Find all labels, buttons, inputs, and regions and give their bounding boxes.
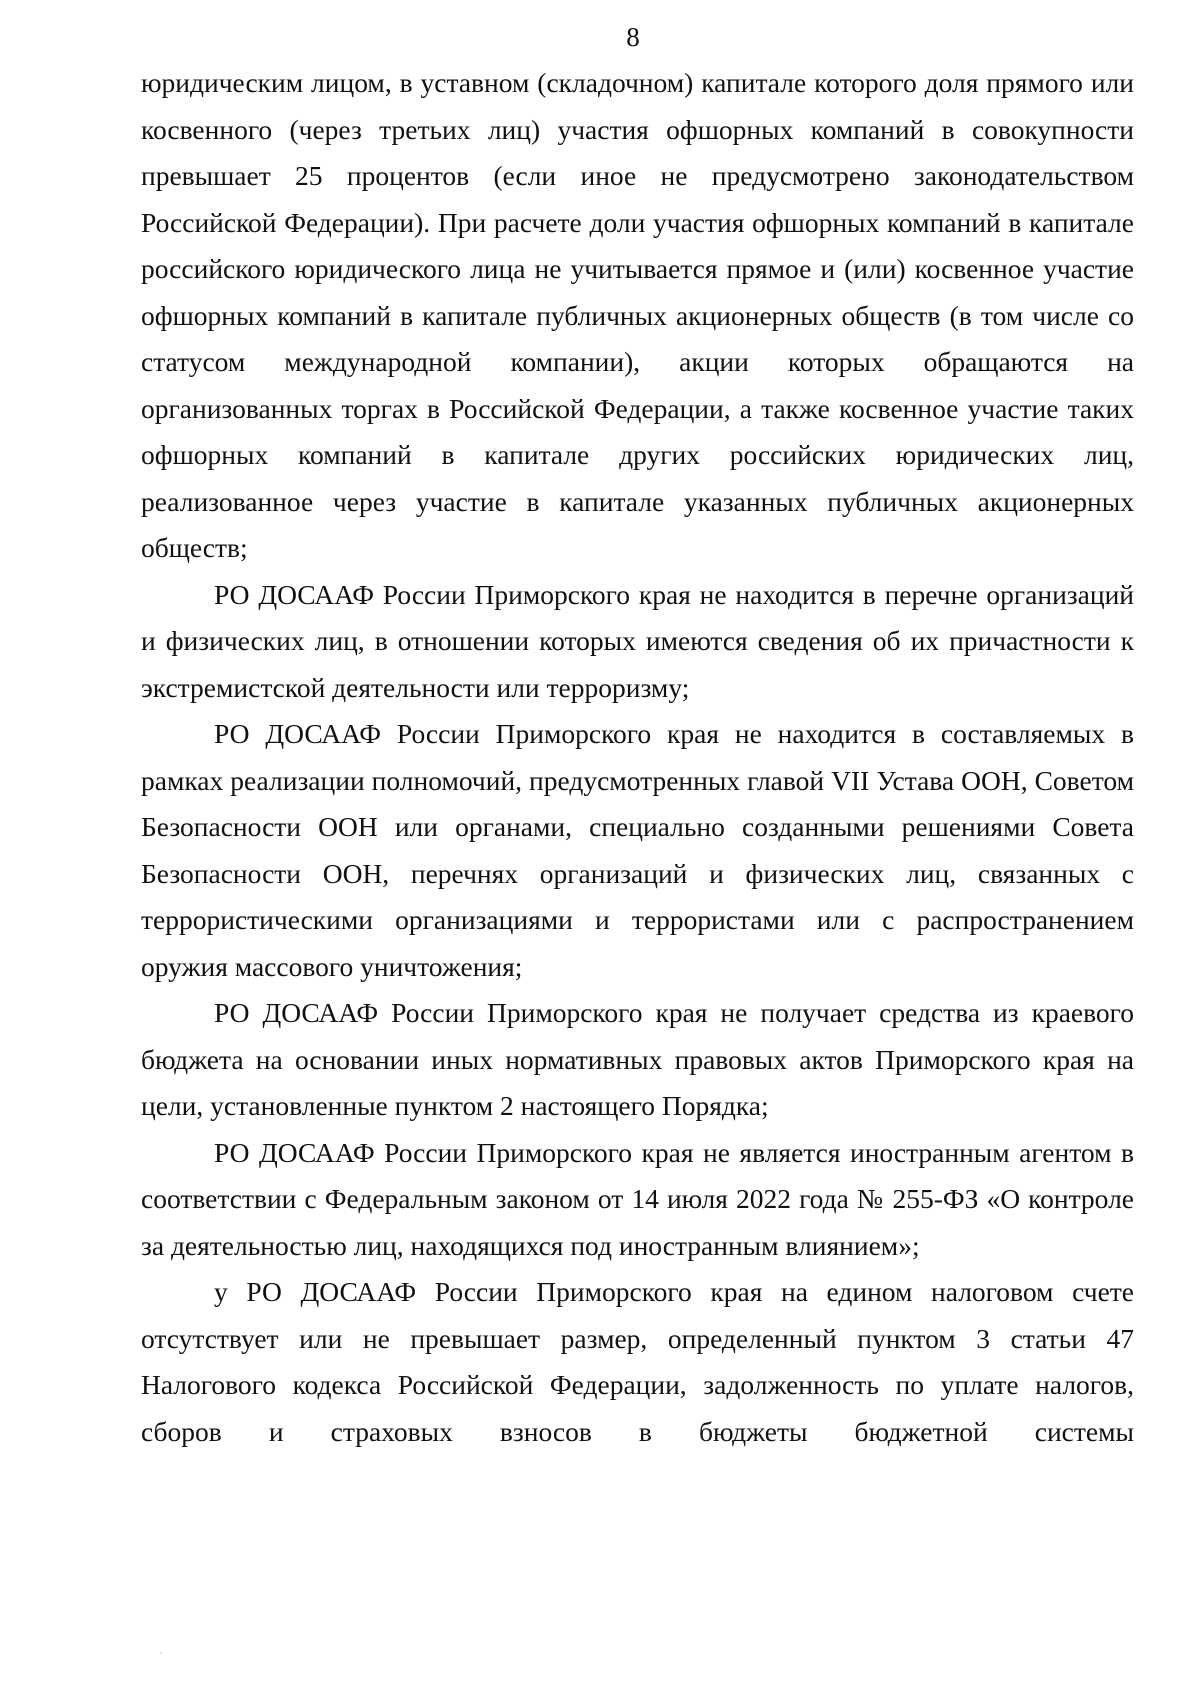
paragraph-regional-budget-funds: РО ДОСААФ России Приморского края не получает средства из краевого бюджета на основании иных нормативных правовых актов Приморского края на цели, установленные пунктом 2 настоящего Порядка; bbox=[141, 997, 1134, 1121]
document-body bbox=[141, 60, 1134, 1455]
paragraph-extremism-list: РО ДОСААФ России Приморского края не находится в перечне организаций и физических лиц, в отношении которых имеются сведения об их причастности к экстремистской деятельности или терроризму; bbox=[141, 578, 1134, 703]
paragraph-tax-debt: у РО ДОСААФ России Приморского края на едином налоговом счете отсутствует или не превышает размер, определенный пунктом 3 статьи 47 Налогового кодекса Российской Федерации, задолженность по уплате налогов, сборов и страховых взносов в бюджеты бюджетной системы bbox=[141, 1276, 1134, 1447]
paragraph-un-sanctions-list: РО ДОСААФ России Приморского края не находится в составляемых в рамках реализации полномочий, предусмотренных главой VII Устава ООН, Советом Безопасности ООН или органами, специально созданными решениями Совета Безопасности ООН, перечнях организаций и физических лиц, связанных с террористическими организациями и террористами или с распространением оружия массового уничтожения; bbox=[141, 718, 1134, 982]
paragraph-offshore-participation: юридическим лицом, в уставном (складочном) капитале которого доля прямого или косвенного (через третьих лиц) участия офшорных компаний в совокупности превышает 25 процентов (если иное не предусмотрено законодательством Российской Федерации). При расчете доли участия офшорных компаний в капитале российского юридического лица не учитывается прямое и (или) косвенное участие офшорных компаний в капитале публичных акционерных обществ (в том числе со статусом международной компании), акции которых обращаются на организованных торгах в Российской Федерации, а также косвенное участие таких офшорных компаний в капитале других российских юридических лиц, реализованное через участие в капитале указанных публичных акционерных обществ; bbox=[141, 67, 1134, 563]
scan-speck bbox=[160, 1652, 162, 1654]
paragraph-foreign-agent: РО ДОСААФ России Приморского края не является иностранным агентом в соответствии с Федеральным законом от 14 июля 2022 года № 255-ФЗ «О контроле за деятельностью лиц, находящихся под иностранным влиянием»; bbox=[141, 1136, 1134, 1261]
page-number: 8 bbox=[626, 22, 640, 52]
